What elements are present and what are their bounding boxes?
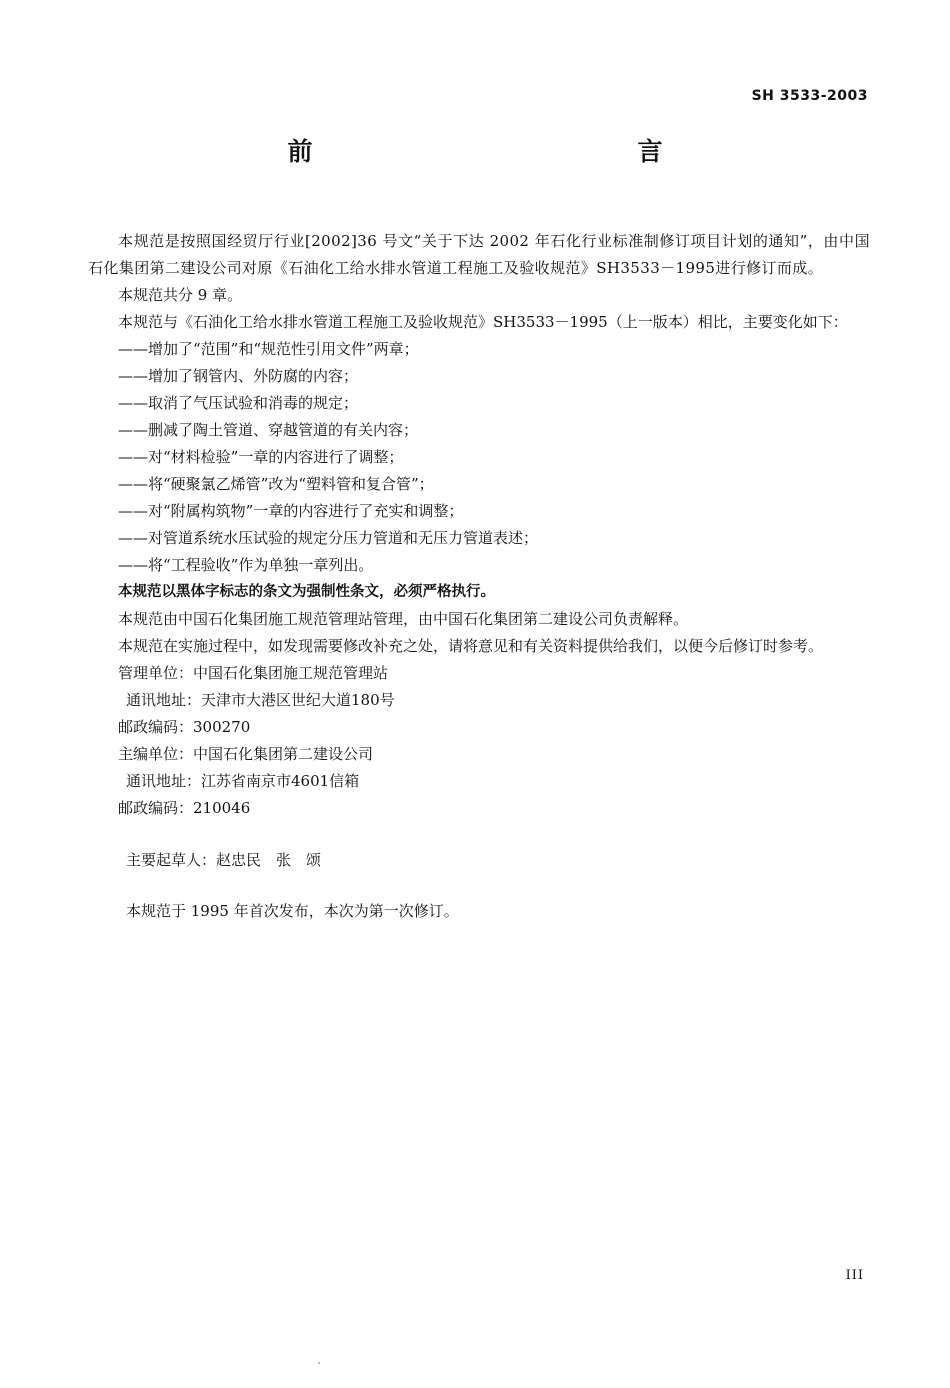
list-item: ——取消了气压试验和消毒的规定；	[118, 394, 359, 412]
list-item: ——将“硬聚氯乙烯管”改为“塑料管和复合管”；	[118, 475, 434, 493]
list-item: ——对“材料检验”一章的内容进行了调整；	[118, 448, 404, 466]
changes-list	[88, 336, 870, 579]
managing-address: 通讯地址：天津市大港区世纪大道180号	[126, 691, 395, 709]
chapter-count-paragraph: 本规范共分 9 章。	[118, 286, 243, 304]
page-number: III	[845, 1268, 864, 1283]
list-item: ——增加了钢管内、外防腐的内容；	[118, 367, 359, 385]
page-title: 前 言	[287, 137, 813, 166]
management-note: 本规范由中国石化集团施工规范管理站管理，由中国石化集团第二建设公司负责解释。	[118, 610, 689, 628]
managing-postcode: 邮政编码：300270	[118, 718, 251, 736]
document-body	[88, 228, 870, 925]
publication-history: 本规范于 1995 年首次发布，本次为第一次修订。	[126, 902, 459, 920]
list-item: ——对“附属构筑物”一章的内容进行了充实和调整；	[118, 502, 464, 520]
feedback-note: 本规范在实施过程中，如发现需要修改补充之处，请将意见和有关资料提供给我们，以便今后修订时参考。	[118, 637, 824, 655]
list-item: ——将“工程验收”作为单独一章列出。	[118, 556, 374, 574]
standard-code: SH 3533-2003	[751, 88, 868, 104]
drafters: 主要起草人：赵忠民 张 颂	[126, 851, 322, 869]
list-item: ——对管道系统水压试验的规定分压力管道和无压力管道表述；	[118, 529, 539, 547]
editor-postcode: 邮政编码：210046	[118, 799, 251, 817]
intro-paragraph: 本规范是按照国经贸厅行业[2002]36 号文“关于下达 2002 年石化行业标准制修订项目计划的通知”，由中国石化集团第二建设公司对原《石油化工给水排水管道工程施工及验收规范》SH3533－1995进行修订而成。	[88, 232, 870, 277]
comparison-paragraph: 本规范与《石油化工给水排水管道工程施工及验收规范》SH3533－1995（上一版本）相比，主要变化如下：	[118, 313, 848, 331]
contact-block	[88, 660, 870, 822]
editor-unit: 主编单位：中国石化集团第二建设公司	[118, 745, 374, 763]
list-item: ——增加了“范围”和“规范性引用文件”两章；	[118, 340, 419, 358]
managing-unit: 管理单位：中国石化集团施工规范管理站	[118, 664, 389, 682]
list-item: ——删减了陶土管道、穿越管道的有关内容；	[118, 421, 419, 439]
mandatory-note: 本规范以黑体字标志的条文为强制性条文，必须严格执行。	[118, 584, 495, 600]
editor-address: 通讯地址：江苏省南京市4601信箱	[126, 772, 360, 790]
scan-speck	[318, 1362, 320, 1364]
